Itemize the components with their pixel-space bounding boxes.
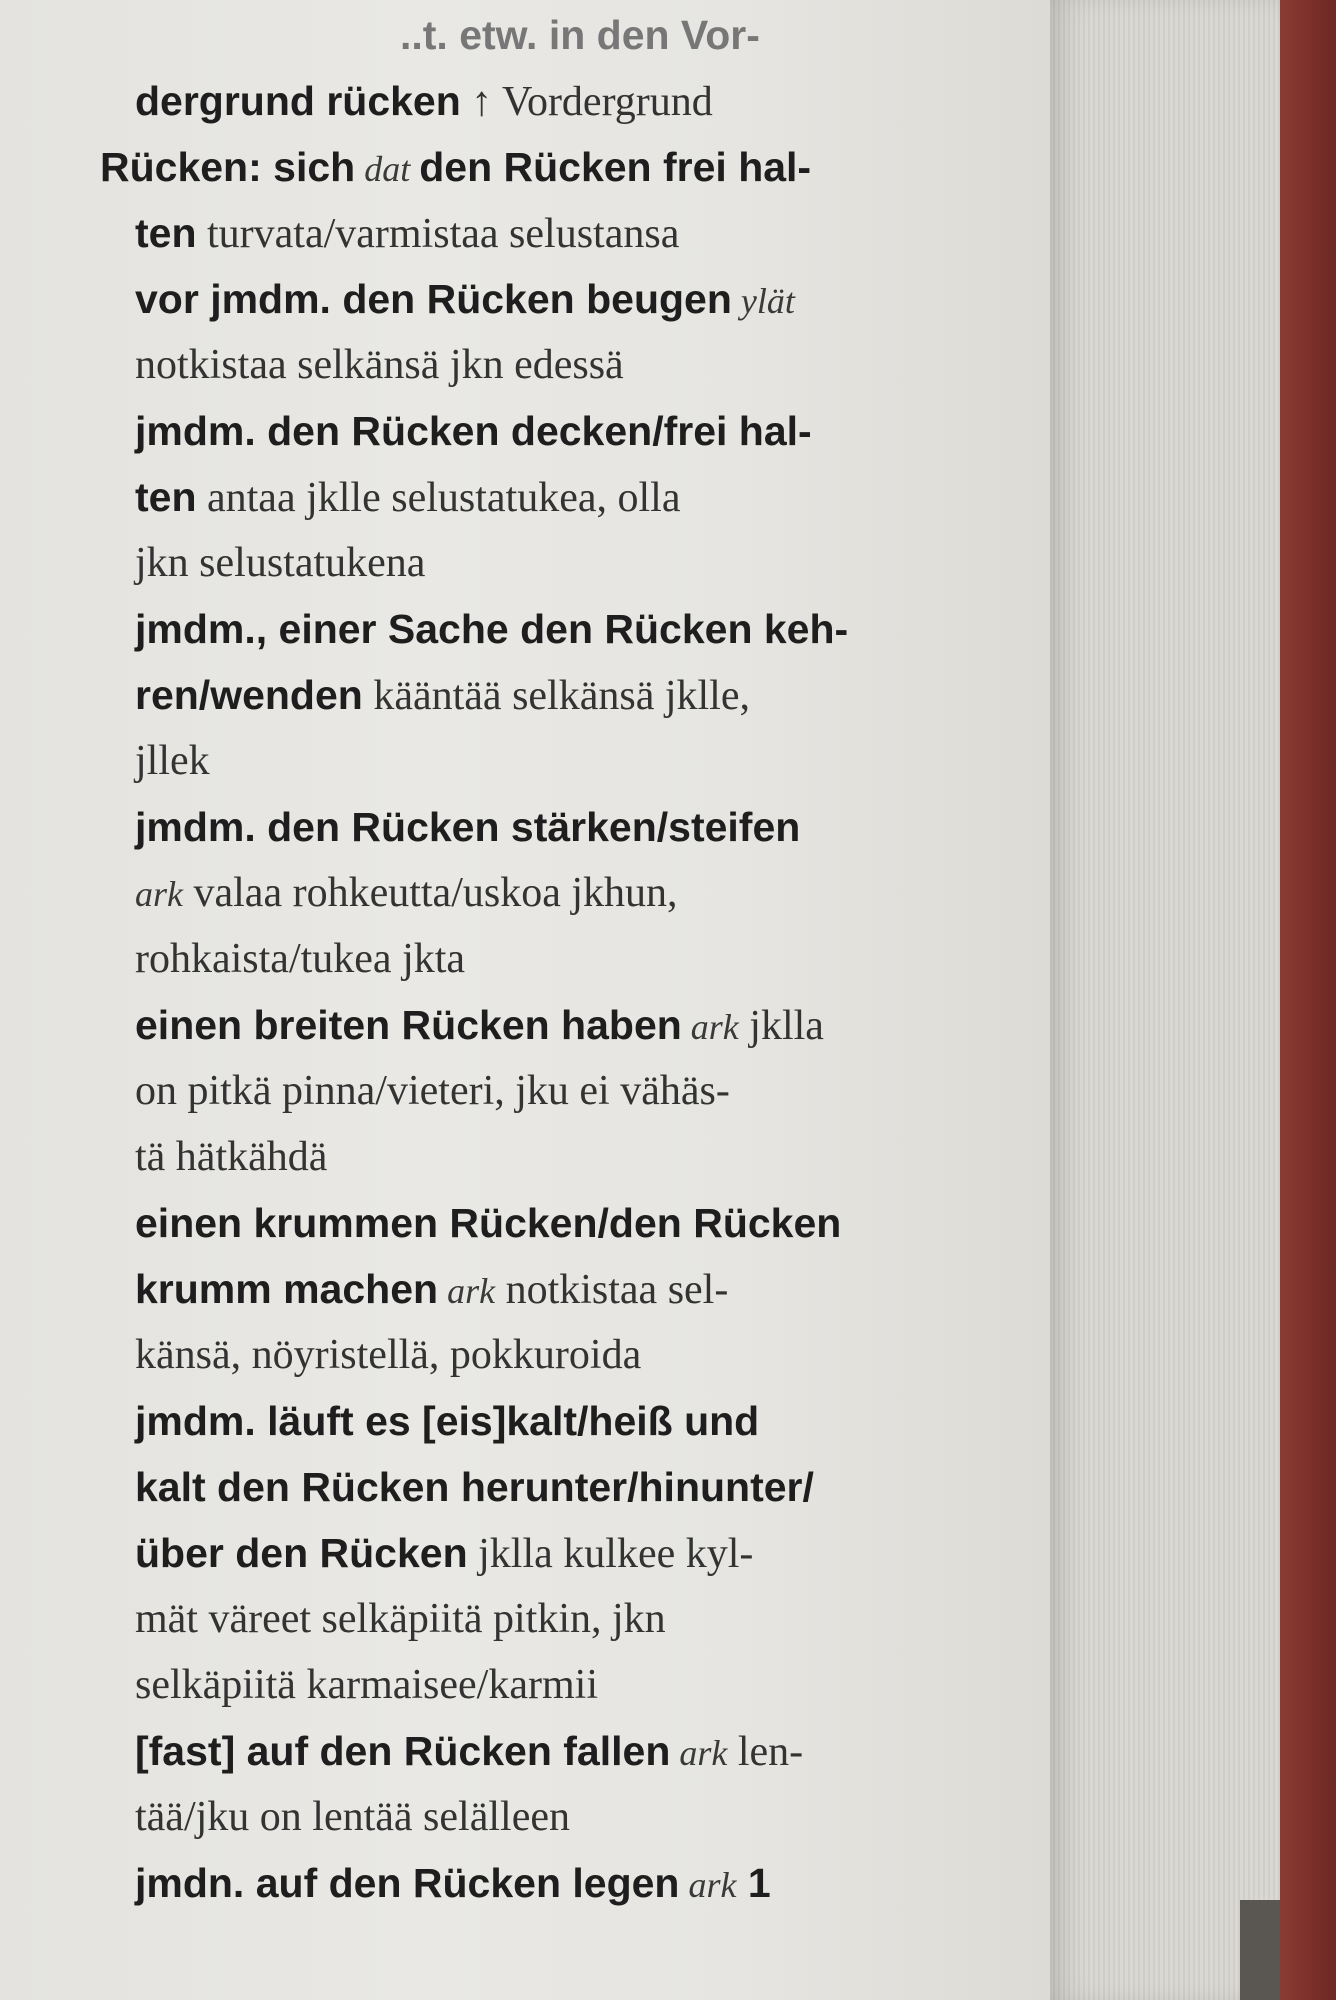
- headword-text: jmdm. den Rücken decken/frei hal-: [135, 408, 812, 454]
- entry-line: [100, 200, 900, 266]
- headword-text: 1: [736, 1860, 771, 1906]
- translation-text: kääntää selkänsä jklle,: [362, 673, 750, 719]
- entry-line: [100, 1586, 900, 1652]
- translation-text: selkäpiitä karmaisee/karmii: [135, 1662, 598, 1708]
- entry-line: [100, 1190, 900, 1256]
- dictionary-text-column: [100, 2, 900, 1916]
- headword-text: ten: [135, 210, 197, 256]
- entry-line: [100, 134, 900, 200]
- translation-text: jklla: [738, 1003, 824, 1049]
- translation-text: antaa jklle selustatukea, olla: [196, 475, 681, 521]
- headword-text: dergrund rücken: [135, 78, 461, 124]
- entry-line: [100, 596, 900, 662]
- headword-text: jmdn. auf den Rücken legen: [135, 1860, 680, 1906]
- translation-text: tää/jku on lentää selälleen: [135, 1794, 570, 1840]
- translation-text: valaa rohkeutta/uskoa jkhun,: [183, 870, 678, 916]
- headword-text: ..t. etw. in den Vor-: [400, 12, 760, 58]
- translation-text: jklla kulkee kyl-: [467, 1531, 754, 1577]
- entry-line: [100, 266, 900, 332]
- translation-text: on pitkä pinna/vieteri, jku ei vähäs-: [135, 1068, 730, 1114]
- headword-text: jmdm. den Rücken stärken/steifen: [135, 804, 801, 850]
- usage-label: ark: [679, 1865, 737, 1905]
- entry-line: [100, 1058, 900, 1124]
- dictionary-entry: [100, 1850, 900, 1916]
- headword-text: ren/wenden: [135, 672, 363, 718]
- usage-label: dat: [355, 149, 420, 189]
- entry-line: [100, 1652, 900, 1718]
- headword-text: einen breiten Rücken haben: [135, 1002, 682, 1048]
- entry-line: [100, 68, 900, 134]
- entry-line: [100, 662, 900, 728]
- headword-text: kalt den Rücken herunter/hinunter/: [135, 1464, 814, 1510]
- translation-text: tä hätkähdä: [135, 1134, 328, 1180]
- headword-text: [fast] auf den Rücken fallen: [135, 1728, 671, 1774]
- headword-text: über den Rücken: [135, 1530, 468, 1576]
- usage-label: ark: [135, 874, 183, 914]
- usage-label: ylät: [731, 281, 795, 321]
- entry-line: [100, 530, 900, 596]
- translation-text: jllek: [135, 738, 210, 784]
- dictionary-entry: [100, 1190, 900, 1388]
- entry-line: [100, 1718, 900, 1784]
- entry-line: [100, 794, 900, 860]
- translation-text: rohkaista/tukea jkta: [135, 936, 466, 982]
- usage-label: ark: [681, 1007, 739, 1047]
- entry-line: [100, 1520, 900, 1586]
- entry-line: [100, 860, 900, 926]
- headword-text: Rücken: sich: [100, 144, 356, 190]
- headword-text: krumm machen: [135, 1266, 439, 1312]
- entry-line: [100, 1124, 900, 1190]
- headword-text: jmdm., einer Sache den Rücken keh-: [135, 606, 849, 652]
- entry-line: [100, 992, 900, 1058]
- dictionary-entry: [100, 398, 900, 596]
- entry-line: [100, 332, 900, 398]
- entry-line: [100, 1850, 900, 1916]
- dictionary-entry: [100, 1388, 900, 1718]
- translation-text: jkn selustatukena: [135, 540, 426, 586]
- edge-shadow: [1240, 1900, 1280, 2000]
- entry-line: [100, 728, 900, 794]
- entry-line: [100, 926, 900, 992]
- translation-text: känsä, nöyristellä, pokkuroida: [135, 1332, 642, 1378]
- dictionary-entry: [100, 1718, 900, 1850]
- dictionary-entry: [100, 134, 900, 398]
- entry-line: [100, 1388, 900, 1454]
- entry-line: [100, 464, 900, 530]
- entry-line: [100, 1784, 900, 1850]
- translation-text: notkistaa sel-: [495, 1267, 729, 1313]
- usage-label: ark: [438, 1271, 496, 1311]
- headword-text: jmdm. läuft es [eis]kalt/heiß und: [135, 1398, 760, 1444]
- book-binding: [1280, 0, 1336, 2000]
- translation-text: mät väreet selkäpiitä pitkin, jkn: [135, 1596, 666, 1642]
- translation-text: len-: [727, 1729, 804, 1775]
- headword-text: vor jmdm. den Rücken beugen: [135, 276, 732, 322]
- entry-line: [100, 1454, 900, 1520]
- translation-text: turvata/varmistaa selustansa: [196, 211, 680, 257]
- entry-line: [100, 1322, 900, 1388]
- headword-text: einen krummen Rücken/den Rücken: [135, 1200, 842, 1246]
- translation-text: notkistaa selkänsä jkn edessä: [135, 342, 624, 388]
- headword-text: ten: [135, 474, 197, 520]
- dictionary-entry: [100, 596, 900, 794]
- dictionary-entry: [100, 2, 900, 134]
- translation-text: ↑ Vordergrund: [460, 79, 713, 125]
- entry-line: [100, 1256, 900, 1322]
- entry-line: [100, 2, 900, 68]
- entry-line: [100, 398, 900, 464]
- headword-text: den Rücken frei hal-: [419, 144, 812, 190]
- dictionary-entry: [100, 992, 900, 1190]
- dictionary-entry: [100, 794, 900, 992]
- page-block-edge: [1050, 0, 1280, 2000]
- usage-label: ark: [670, 1733, 728, 1773]
